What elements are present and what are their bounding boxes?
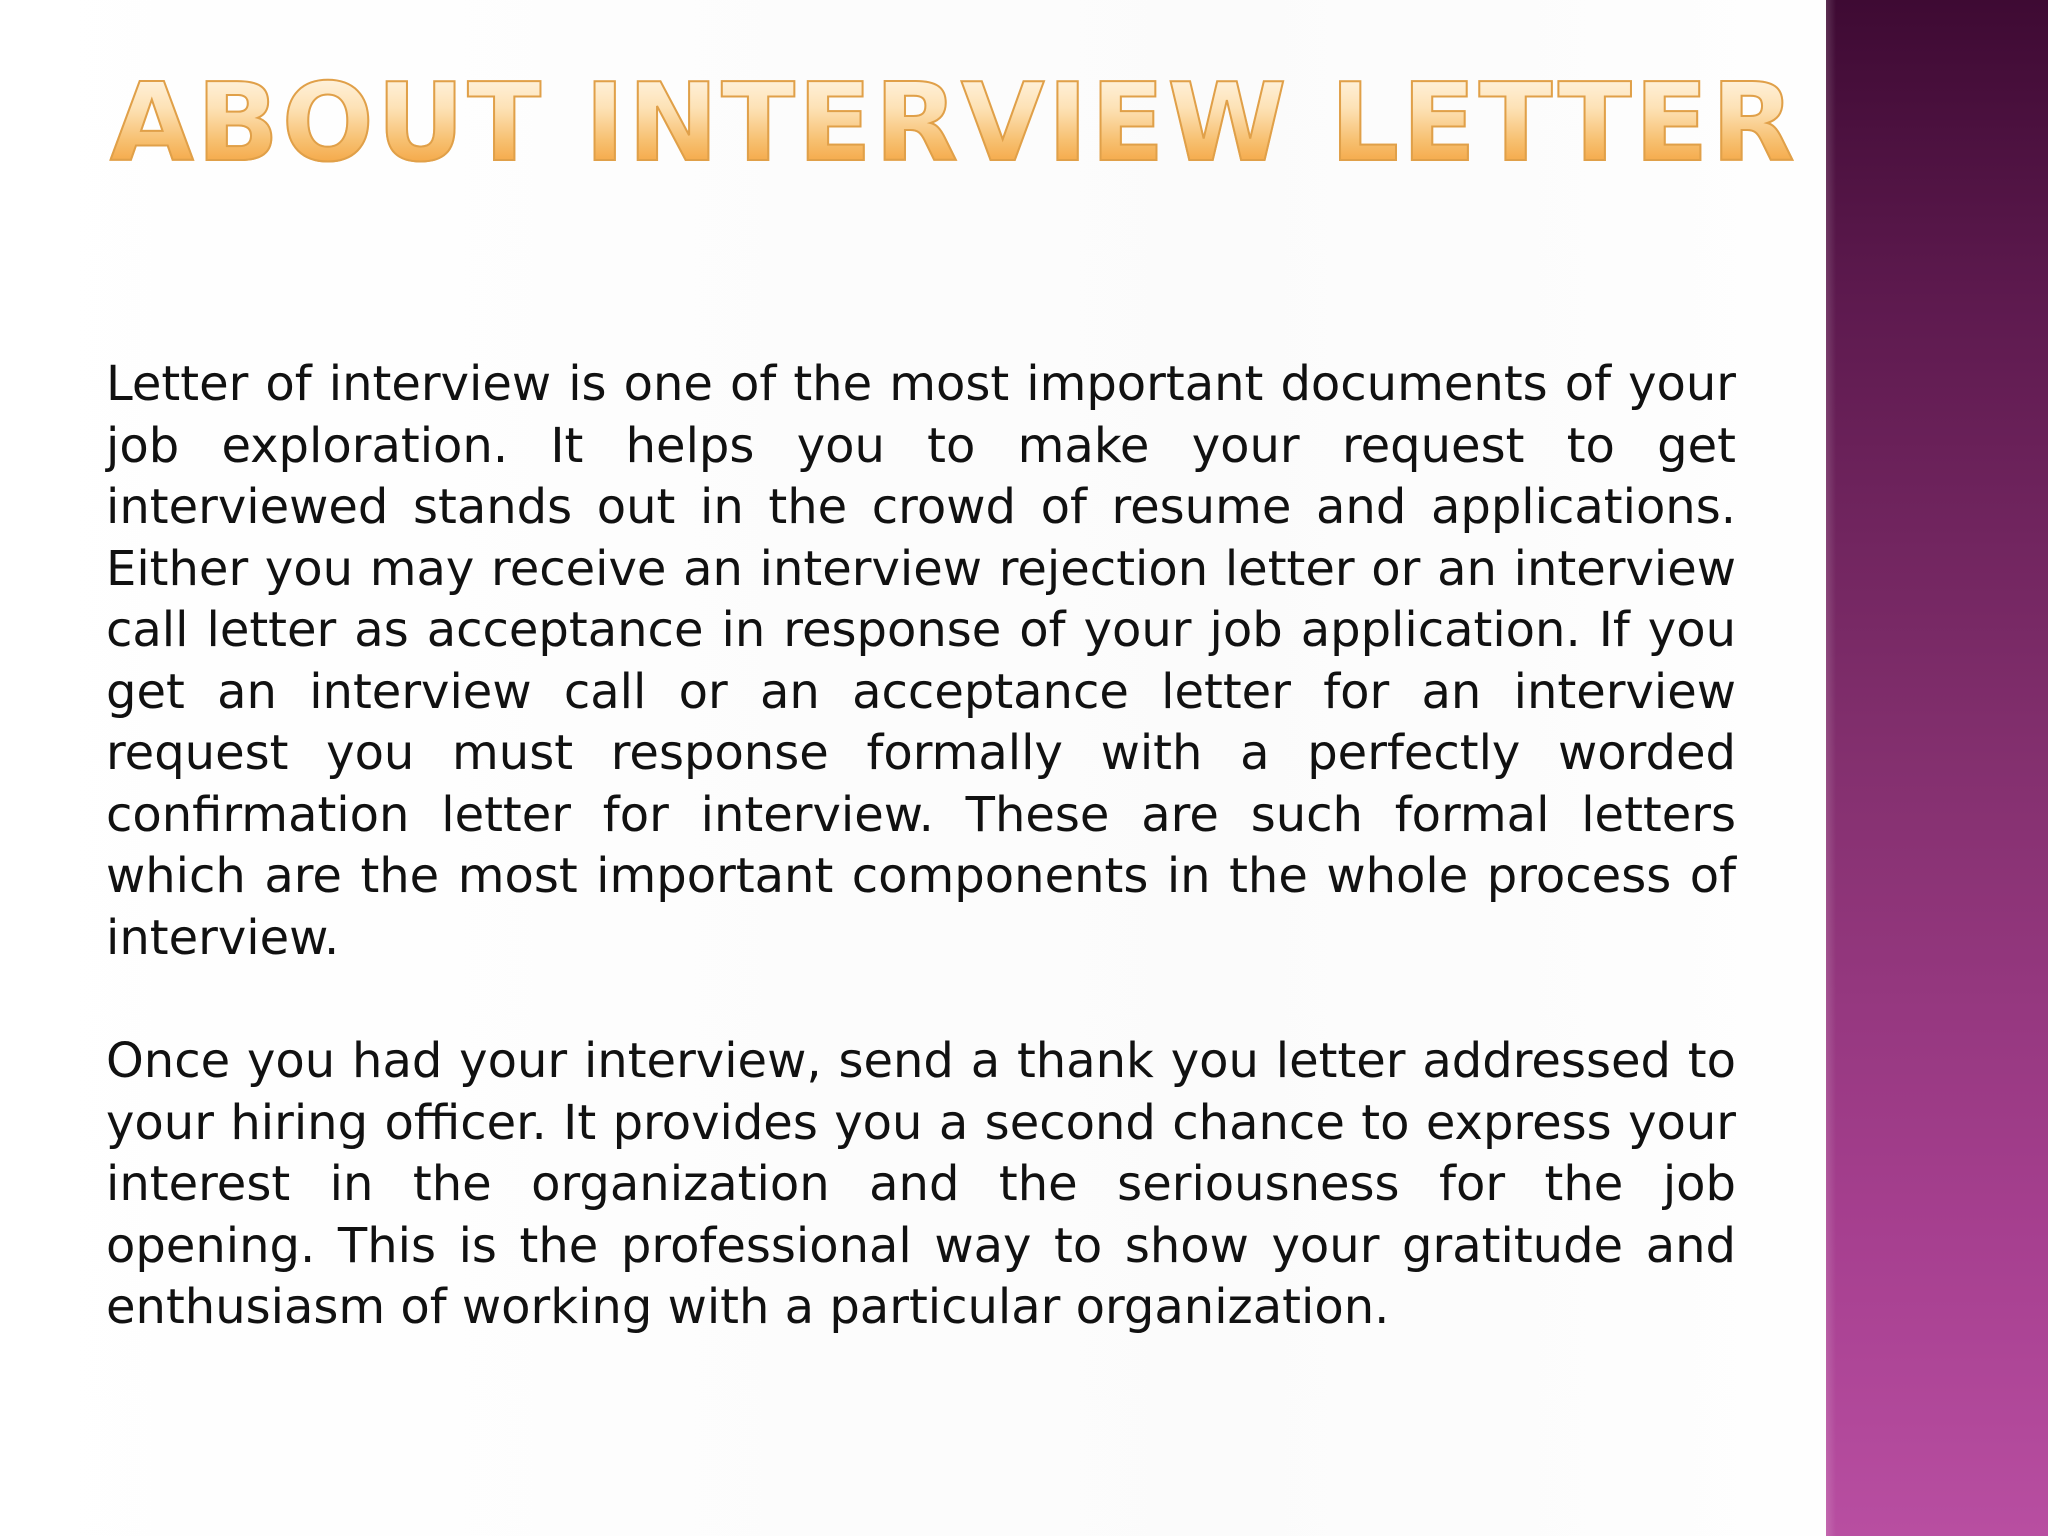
- paragraph-thank-you-letter: Once you had your interview, send a thank you letter addressed to your hiring officer. It provides you a second chance to express your interest in the organization and the seriousness for the job opening. This is the professional way to show your gratitude and enthusiasm of working with a particular organization.: [106, 1033, 1736, 1335]
- purple-side-band: [1826, 0, 2048, 1536]
- paragraph-interview-letter: Letter of interview is one of the most important documents of your job exploration. It helps you to make your request to get interviewed stands out in the crowd of resume and applications. Either you may receive an interview rejection letter or an interview call letter as acceptance in response of your job application. If you get an interview call or an acceptance letter for an interview request you must response formally with a perfectly worded confirmation letter for interview. These are such formal letters which are the most important components in the whole process of interview.: [106, 356, 1736, 966]
- slide-body: [106, 354, 1736, 1339]
- paragraph-gap: [106, 969, 1736, 1031]
- slide-title: ABOUT INTERVIEW LETTER: [110, 61, 1798, 186]
